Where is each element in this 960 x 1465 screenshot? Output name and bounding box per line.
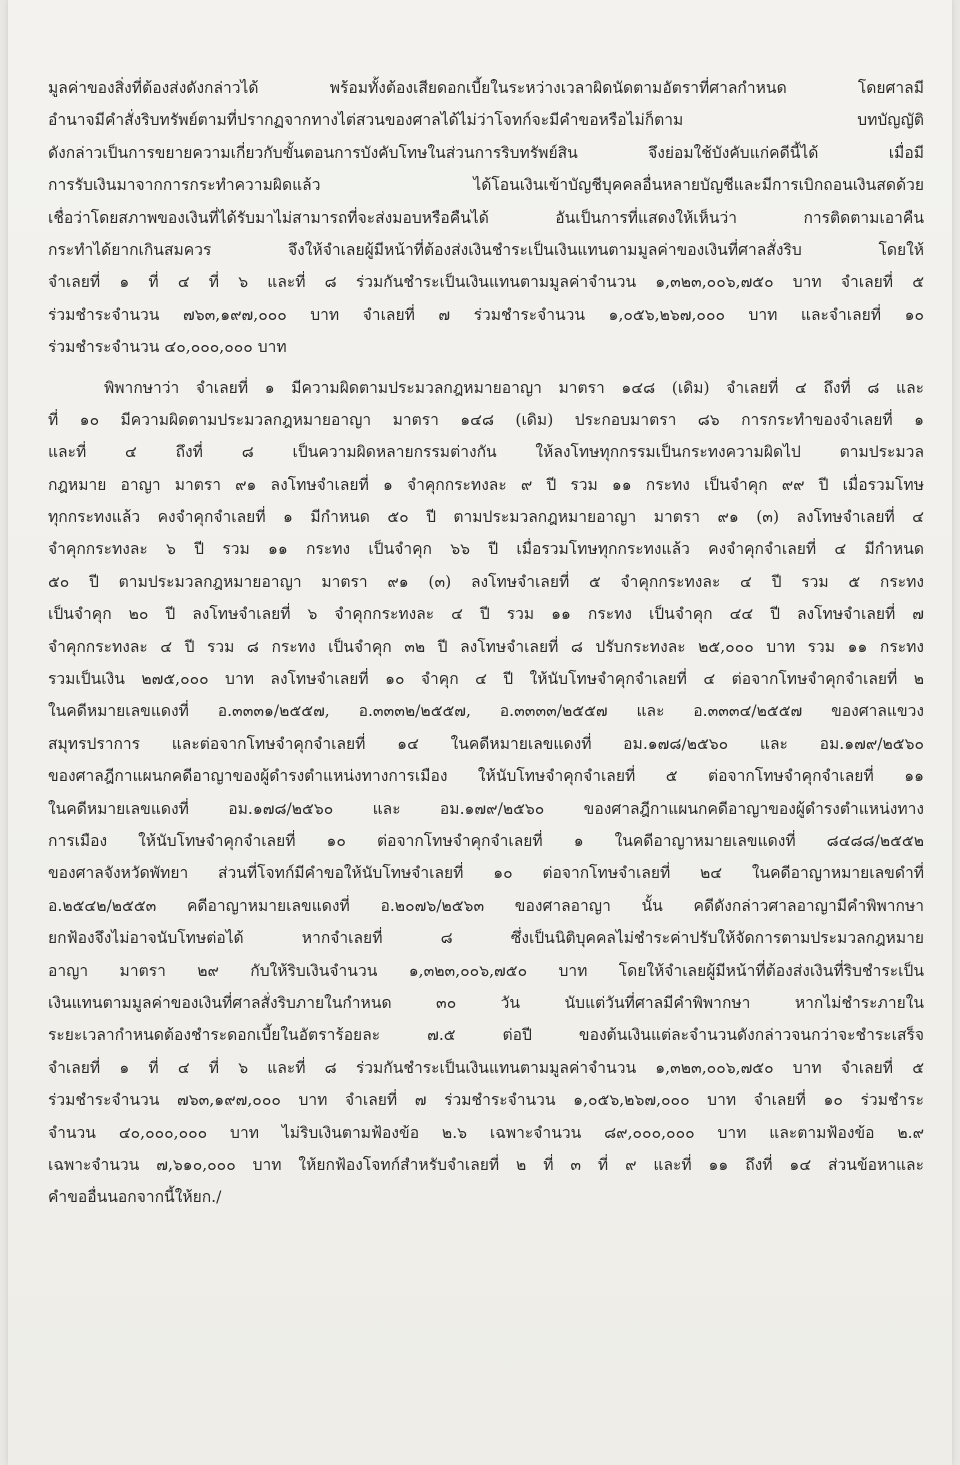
text-line: และที่ ๔ ถึงที่ ๘ เป็นความผิดหลายกรรมต่างกัน ให้ลงโทษทุกกรรมเป็นกระทงความผิดไป ตามประมวล bbox=[48, 443, 924, 462]
text-line: ระยะเวลากำหนดต้องชำระดอกเบี้ยในอัตราร้อยละ ๗.๕ ต่อปี ของต้นเงินแต่ละจำนวนดังกล่าวจนกว่าจะชำระเสร็จ bbox=[48, 1026, 924, 1045]
text-line: ในคดีหมายเลขแดงที่ อ.๓๓๓๑/๒๕๕๗, อ.๓๓๓๒/๒๕๕๗, อ.๓๓๓๓/๒๕๕๗ และ อ.๓๓๓๔/๒๕๕๗ ของศาลแขวง bbox=[48, 702, 924, 721]
paragraph-forfeiture bbox=[48, 72, 924, 364]
paragraph-judgment bbox=[48, 372, 924, 1214]
text-line: จำคุกกระทงละ ๔ ปี รวม ๘ กระทง เป็นจำคุก ๓๒ ปี ลงโทษจำเลยที่ ๘ ปรับกระทงละ ๒๕,๐๐๐ บาท รวม ๑๑ กระทง bbox=[48, 637, 924, 656]
text-line: จำเลยที่ ๑ ที่ ๔ ที่ ๖ และที่ ๘ ร่วมกันชำระเป็นเงินแทนตามมูลค่าจำนวน ๑,๓๒๓,๐๐๖,๗๕๐ บาท จำเลยที่ ๕ bbox=[48, 1058, 924, 1077]
text-line: ๕๐ ปี ตามประมวลกฎหมายอาญา มาตรา ๙๑ (๓) ลงโทษจำเลยที่ ๕ จำคุกกระทงละ ๔ ปี รวม ๕ กระทง bbox=[48, 572, 924, 591]
text-line: อ.๒๕๔๒/๒๕๕๓ คดีอาญาหมายเลขแดงที่ อ.๒๐๗๖/๒๕๖๓ ของศาลอาญา นั้น คดีดังกล่าวศาลอาญามีคำพิพากษา bbox=[48, 896, 924, 915]
text-line: พิพากษาว่า จำเลยที่ ๑ มีความผิดตามประมวลกฎหมายอาญา มาตรา ๑๔๘ (เดิม) จำเลยที่ ๔ ถึงที่ ๘ และ bbox=[104, 378, 924, 397]
text-line: อำนาจมีคำสั่งริบทรัพย์ตามที่ปรากฏจากทางไต่สวนของศาลได้ไม่ว่าโจทก์จะมีคำขอหรือไม่ก็ตาม บทบัญญัติ bbox=[48, 111, 924, 130]
document-page bbox=[8, 0, 952, 1465]
text-line: เงินแทนตามมูลค่าของเงินที่ศาลสั่งริบภายในกำหนด ๓๐ วัน นับแต่วันที่ศาลมีคำพิพากษา หากไม่ชำระภายใน bbox=[48, 993, 924, 1012]
text-line: ร่วมชำระจำนวน ๗๖๓,๑๙๗,๐๐๐ บาท จำเลยที่ ๗ ร่วมชำระจำนวน ๑,๐๕๖,๒๖๗,๐๐๐ บาท จำเลยที่ ๑๐ ร่วมชำระ bbox=[48, 1091, 924, 1110]
text-line: อาญา มาตรา ๒๙ กับให้ริบเงินจำนวน ๑,๓๒๓,๐๐๖,๗๕๐ บาท โดยให้จำเลยผู้มีหน้าที่ต้องส่งเงินที่ริบชำระเป็น bbox=[48, 961, 924, 980]
text-line: ที่ ๑๐ มีความผิดตามประมวลกฎหมายอาญา มาตรา ๑๔๘ (เดิม) ประกอบมาตรา ๘๖ การกระทำของจำเลยที่ ๑ bbox=[48, 410, 924, 429]
text-line: จำคุกกระทงละ ๖ ปี รวม ๑๑ กระทง เป็นจำคุก ๖๖ ปี เมื่อรวมโทษทุกกระทงแล้ว คงจำคุกจำเลยที่ ๔ มีกำหนด bbox=[48, 540, 924, 559]
text-line: มูลค่าของสิ่งที่ต้องส่งดังกล่าวได้ พร้อมทั้งต้องเสียดอกเบี้ยในระหว่างเวลาผิดนัดตามอัตราที่ศาลกำหนด โดยศาลมี bbox=[48, 79, 924, 97]
text-line: ของศาลจังหวัดพัทยา ส่วนที่โจทก์มีคำขอให้นับโทษจำเลยที่ ๑๐ ต่อจากโทษจำเลยที่ ๒๔ ในคดีอาญาหมายเลขดำที่ bbox=[48, 864, 924, 883]
text-line: การรับเงินมาจากการกระทำความผิดแล้ว ได้โอนเงินเข้าบัญชีบุคคลอื่นหลายบัญชีและมีการเบิกถอนเงินสดด้วย bbox=[48, 176, 924, 195]
document-body bbox=[48, 72, 924, 1214]
text-line: จำเลยที่ ๑ ที่ ๔ ที่ ๖ และที่ ๘ ร่วมกันชำระเป็นเงินแทนตามมูลค่าจำนวน ๑,๓๒๓,๐๐๖,๗๕๐ บาท จำเลยที่ ๕ bbox=[48, 273, 924, 292]
paragraph-gap bbox=[48, 364, 924, 372]
text-line: การเมือง ให้นับโทษจำคุกจำเลยที่ ๑๐ ต่อจากโทษจำคุกจำเลยที่ ๑ ในคดีอาญาหมายเลขแดงที่ ๘๔๘๘/๒๕๕๒ bbox=[48, 831, 924, 850]
text-line: ของศาลฎีกาแผนกคดีอาญาของผู้ดำรงตำแหน่งทางการเมือง ให้นับโทษจำคุกจำเลยที่ ๕ ต่อจากโทษจำคุกจำเลยที่ ๑๑ bbox=[48, 767, 924, 786]
text-line: สมุทรปราการ และต่อจากโทษจำคุกจำเลยที่ ๑๔ ในคดีหมายเลขแดงที่ อม.๑๗๘/๒๕๖๐ และ อม.๑๗๙/๒๕๖๐ bbox=[48, 734, 924, 753]
text-line: ร่วมชำระจำนวน ๗๖๓,๑๙๗,๐๐๐ บาท จำเลยที่ ๗ ร่วมชำระจำนวน ๑,๐๕๖,๒๖๗,๐๐๐ บาท และจำเลยที่ ๑๐ bbox=[48, 305, 924, 324]
text-line: กระทำได้ยากเกินสมควร จึงให้จำเลยผู้มีหน้าที่ต้องส่งเงินชำระเป็นเงินแทนตามมูลค่าของเงินที่ศาลสั่งริบ โดยให้ bbox=[48, 240, 924, 259]
text-line: เฉพาะจำนวน ๗,๖๑๐,๐๐๐ บาท ให้ยกฟ้องโจทก์สำหรับจำเลยที่ ๒ ที่ ๓ ที่ ๙ และที่ ๑๑ ถึงที่ ๑๔ ส่วนข้อหาและ bbox=[48, 1155, 924, 1174]
text-line: ยกฟ้องจึงไม่อาจนับโทษต่อได้ หากจำเลยที่ ๘ ซึ่งเป็นนิติบุคคลไม่ชำระค่าปรับให้จัดการตามประมวลกฎหมาย bbox=[48, 929, 924, 948]
text-line: กฎหมาย อาญา มาตรา ๙๑ ลงโทษจำเลยที่ ๑ จำคุกกระทงละ ๙ ปี รวม ๑๑ กระทง เป็นจำคุก ๙๙ ปี เมื่อรวมโทษ bbox=[48, 475, 924, 494]
text-line: จำนวน ๔๐,๐๐๐,๐๐๐ บาท ไม่ริบเงินตามฟ้องข้อ ๒.๖ เฉพาะจำนวน ๘๙,๐๐๐,๐๐๐ บาท และตามฟ้องข้อ ๒.๙ bbox=[48, 1123, 924, 1142]
text-line: เชื่อว่าโดยสภาพของเงินที่ได้รับมาไม่สามารถที่จะส่งมอบหรือคืนได้ อันเป็นการที่แสดงให้เห็นว่า การติดตามเอาคืน bbox=[48, 208, 924, 227]
text-line: คำขออื่นนอกจากนี้ให้ยก./ bbox=[48, 1188, 222, 1207]
text-line: เป็นจำคุก ๒๐ ปี ลงโทษจำเลยที่ ๖ จำคุกกระทงละ ๔ ปี รวม ๑๑ กระทง เป็นจำคุก ๔๔ ปี ลงโทษจำเลยที่ ๗ bbox=[48, 605, 924, 624]
text-line: ในคดีหมายเลขแดงที่ อม.๑๗๘/๒๕๖๐ และ อม.๑๗๙/๒๕๖๐ ของศาลฎีกาแผนกคดีอาญาของผู้ดำรงตำแหน่งทาง bbox=[48, 799, 924, 818]
text-line: ดังกล่าวเป็นการขยายความเกี่ยวกับขั้นตอนการบังคับโทษในส่วนการริบทรัพย์สิน จึงย่อมใช้บังคับแก่คดีนี้ได้ เมื่อมี bbox=[48, 143, 924, 162]
text-line: ร่วมชำระจำนวน ๔๐,๐๐๐,๐๐๐ บาท bbox=[48, 338, 287, 357]
text-line: รวมเป็นเงิน ๒๗๕,๐๐๐ บาท ลงโทษจำเลยที่ ๑๐ จำคุก ๔ ปี ให้นับโทษจำคุกจำเลยที่ ๔ ต่อจากโทษจำคุกจำเลยที่ ๒ bbox=[48, 670, 924, 689]
text-line: ทุกกระทงแล้ว คงจำคุกจำเลยที่ ๑ มีกำหนด ๕๐ ปี ตามประมวลกฎหมายอาญา มาตรา ๙๑ (๓) ลงโทษจำเลยที่ ๔ bbox=[48, 508, 924, 527]
